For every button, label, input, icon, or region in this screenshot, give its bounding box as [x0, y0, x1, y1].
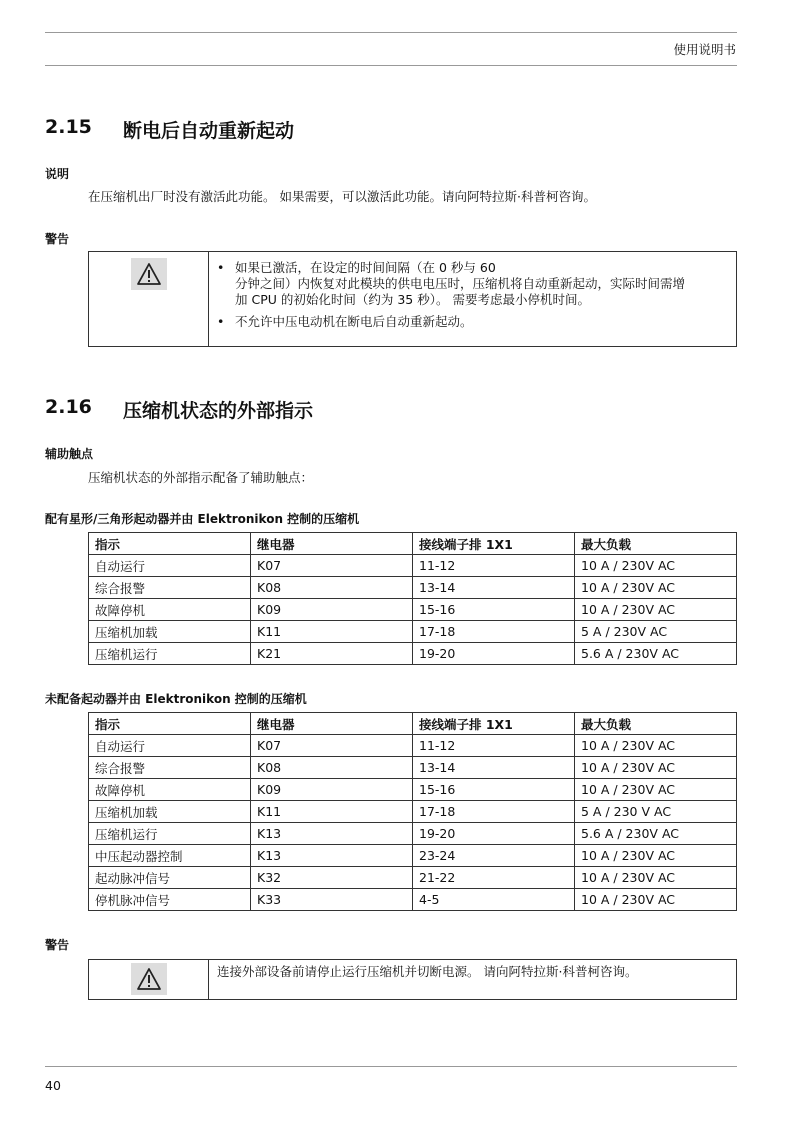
table-cell: K07: [251, 735, 413, 757]
table-cell: 21-22: [413, 867, 575, 889]
footer-rule: [45, 1066, 737, 1067]
table-row: [89, 757, 737, 779]
table-cell: 19-20: [413, 823, 575, 845]
table-cell: 4-5: [413, 889, 575, 911]
table-cell: 自动运行: [89, 555, 251, 577]
table-cell: K13: [251, 845, 413, 867]
table-cell: K32: [251, 867, 413, 889]
table-cell: K07: [251, 555, 413, 577]
warning-icon-cell: [89, 252, 209, 346]
table-cell: 10 A / 230V AC: [575, 867, 737, 889]
warning-item: • 如果已激活，在设定的时间间隔（在 0 秒与 60 分钟之间）内恢复对此模块的供电电压时，压缩机将自动重新起动，实际时间需增 加 CPU 的初始化时间（约为 35 秒）。 需要考虑最小停机时间。: [217, 260, 728, 308]
table-row: [89, 845, 737, 867]
table-cell: 10 A / 230V AC: [575, 577, 737, 599]
table-cell: 10 A / 230V AC: [575, 599, 737, 621]
table-cell: 19-20: [413, 643, 575, 665]
warning-box: [88, 251, 737, 347]
table-cell: K13: [251, 823, 413, 845]
section-2-15-heading: [45, 116, 294, 143]
table-cell: 5 A / 230V AC: [575, 621, 737, 643]
table-cell: 10 A / 230V AC: [575, 757, 737, 779]
table-cell: 15-16: [413, 779, 575, 801]
column-header: 继电器: [251, 533, 413, 555]
table2: [88, 712, 737, 911]
warning-triangle-icon: [131, 258, 167, 290]
header-rule-top: [45, 32, 737, 33]
table-cell: 15-16: [413, 599, 575, 621]
table-cell: 10 A / 230V AC: [575, 779, 737, 801]
aux-contacts-text: 压缩机状态的外部指示配备了辅助触点：: [88, 470, 314, 485]
table-cell: 10 A / 230V AC: [575, 735, 737, 757]
table-row: [89, 555, 737, 577]
table-row: [89, 867, 737, 889]
table-cell: 压缩机运行: [89, 643, 251, 665]
table-cell: 13-14: [413, 577, 575, 599]
table-row: [89, 599, 737, 621]
warning-triangle-icon: [131, 963, 167, 995]
table-cell: 起动脉冲信号: [89, 867, 251, 889]
table-row: [89, 779, 737, 801]
table-cell: 5.6 A / 230V AC: [575, 643, 737, 665]
warning-box-2: [88, 959, 737, 1000]
document-header-title: 使用说明书: [673, 42, 736, 57]
table-header-row: [89, 533, 737, 555]
warning-item: • 不允许中压电动机在断电后自动重新起动。: [217, 314, 728, 330]
note-label: 说明: [45, 167, 70, 181]
table2-title: 未配备起动器并由 Elektronikon 控制的压缩机: [45, 692, 307, 706]
section-2-16-heading: [45, 396, 313, 423]
table-cell: K21: [251, 643, 413, 665]
page-number: 40: [45, 1078, 61, 1093]
note-text: 在压缩机出厂时没有激活此功能。 如果需要，可以激活此功能。请向阿特拉斯·科普柯咨询。: [88, 189, 596, 204]
table-cell: 10 A / 230V AC: [575, 889, 737, 911]
table-cell: 压缩机加载: [89, 621, 251, 643]
warning-icon-cell: [89, 960, 209, 999]
table-row: [89, 643, 737, 665]
table-cell: 停机脉冲信号: [89, 889, 251, 911]
table-cell: 23-24: [413, 845, 575, 867]
table-cell: 13-14: [413, 757, 575, 779]
table-cell: 故障停机: [89, 599, 251, 621]
column-header: 指示: [89, 713, 251, 735]
column-header: 最大负载: [575, 713, 737, 735]
table-cell: 17-18: [413, 621, 575, 643]
table-cell: 综合报警: [89, 577, 251, 599]
table-cell: 自动运行: [89, 735, 251, 757]
table-cell: K08: [251, 757, 413, 779]
table-cell: K09: [251, 779, 413, 801]
table-cell: 17-18: [413, 801, 575, 823]
table-cell: 压缩机运行: [89, 823, 251, 845]
table-cell: 10 A / 230V AC: [575, 845, 737, 867]
table-row: [89, 823, 737, 845]
table-cell: 10 A / 230V AC: [575, 555, 737, 577]
column-header: 接线端子排 1X1: [413, 533, 575, 555]
section-number: 2.16: [45, 396, 92, 418]
table-cell: 5 A / 230 V AC: [575, 801, 737, 823]
table-cell: K33: [251, 889, 413, 911]
warning-label: 警告: [45, 232, 70, 246]
column-header: 接线端子排 1X1: [413, 713, 575, 735]
table-header-row: [89, 713, 737, 735]
section-title: 压缩机状态的外部指示: [123, 400, 314, 422]
table-cell: 中压起动器控制: [89, 845, 251, 867]
table1-title: 配有星形/三角形起动器并由 Elektronikon 控制的压缩机: [45, 512, 360, 526]
table-cell: K11: [251, 621, 413, 643]
aux-contacts-label: 辅助触点: [45, 447, 94, 461]
column-header: 继电器: [251, 713, 413, 735]
warning-label-2: 警告: [45, 938, 70, 952]
table-row: [89, 889, 737, 911]
table-cell: K08: [251, 577, 413, 599]
table-cell: 故障停机: [89, 779, 251, 801]
section-number: 2.15: [45, 116, 92, 138]
table1: [88, 532, 737, 665]
table-cell: K09: [251, 599, 413, 621]
table-row: [89, 577, 737, 599]
table-row: [89, 735, 737, 757]
table-cell: 5.6 A / 230V AC: [575, 823, 737, 845]
table-row: [89, 621, 737, 643]
warning-text-cell: [209, 960, 736, 999]
section-title: 断电后自动重新起动: [123, 120, 295, 142]
column-header: 指示: [89, 533, 251, 555]
table-cell: 压缩机加载: [89, 801, 251, 823]
table-row: [89, 801, 737, 823]
table-cell: 11-12: [413, 555, 575, 577]
header-rule-bottom: [45, 65, 737, 66]
warning-text-cell: [209, 252, 736, 346]
warning-text: 连接外部设备前请停止运行压缩机并切断电源。 请向阿特拉斯·科普柯咨询。: [217, 964, 638, 979]
table-cell: 综合报警: [89, 757, 251, 779]
column-header: 最大负载: [575, 533, 737, 555]
table-cell: 11-12: [413, 735, 575, 757]
table-cell: K11: [251, 801, 413, 823]
